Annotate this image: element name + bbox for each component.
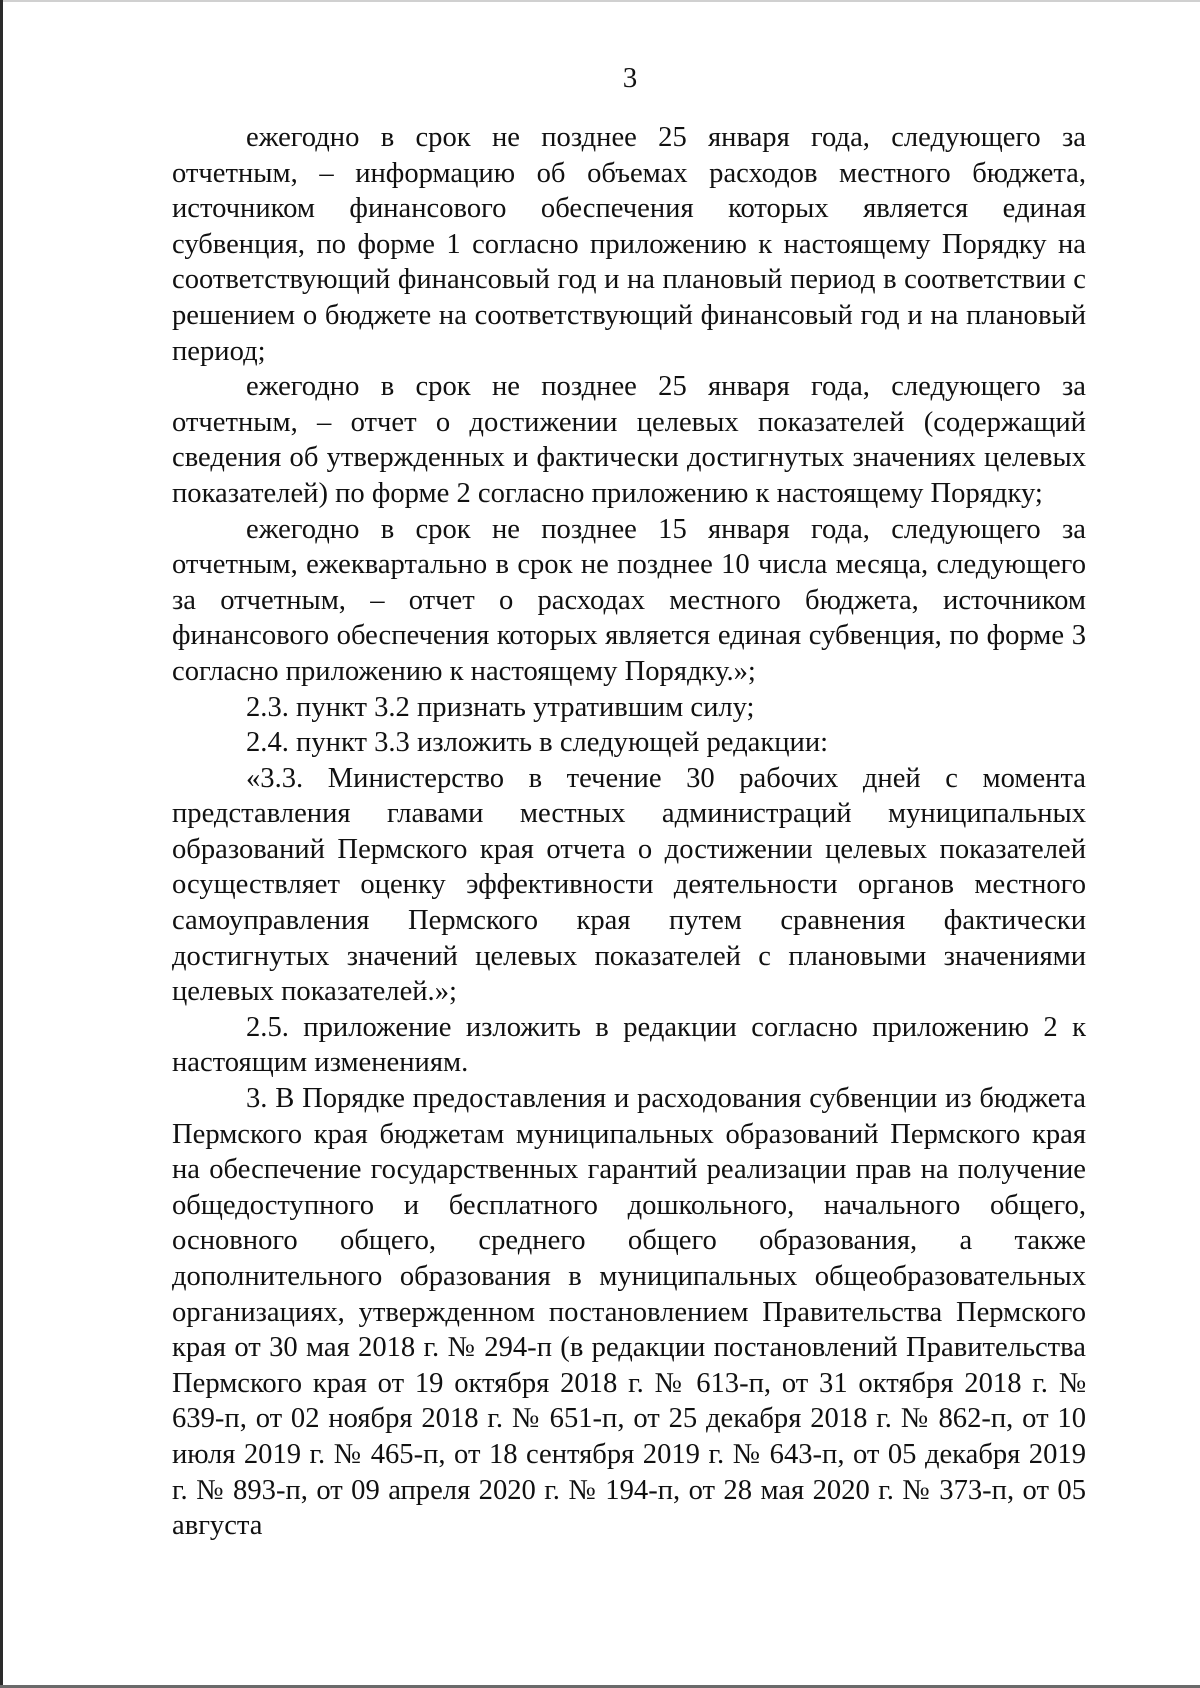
paragraph-target-report: ежегодно в срок не позднее 25 января года, следующего за отчетным, – отчет о достижении целевых показателей (содержащий сведения об утвержденных и фактически достигнутых значениях целевых показателей) по форме 2 согласно приложению к настоящему Порядку; — [172, 371, 1086, 509]
page-number: 3 — [622, 62, 638, 94]
paragraph-info-expenses: ежегодно в срок не позднее 25 января года, следующего за отчетным, – информацию об объемах расходов местного бюджета, источником финансового обеспечения которых является единая субвенция, по форме 1 согласно приложению к настоящему Порядку на соответствующий финансовый год и на плановый период в соответствии с решением о бюджете на соответствующий финансовый год и на плановый период; — [172, 122, 1086, 367]
scan-left-edge — [0, 0, 3, 1688]
paragraph-section-3: 3. В Порядке предоставления и расходования субвенции из бюджета Пермского края бюджетам муниципальных образований Пермского края на обеспечение государственных гарантий реализации прав на получение общедоступного и бесплатного дошкольного, начального общего, основного общего, среднего общего образования, а также дополнительного образования в муниципальных общеобразовательных организациях, утвержденном постановлением Правительства Пермского края от 30 мая 2018 г. № 294-п (в редакции постановлений Правительства Пермского края от 19 октября 2018 г. № 613-п, от 31 октября 2018 г. № 639-п, от 02 ноября 2018 г. № 651-п, от 25 декабря 2018 г. № 862-п, от 10 июля 2019 г. № 465-п, от 18 сентября 2019 г. № 643-п, от 05 декабря 2019 г. № 893-п, от 09 апреля 2020 г. № 194-п, от 28 мая 2020 г. № 373-п, от 05 августа — [172, 1083, 1086, 1542]
scan-top-edge — [0, 0, 1200, 2]
paragraph-item-3-3: «3.3. Министерство в течение 30 рабочих дней с момента представления главами местных администраций муниципальных образований Пермского края отчета о достижении целевых показателей осуществляет оценку эффективности деятельности органов местного самоуправления Пермского края путем сравнения фактически достигнутых значений целевых показателей с плановыми значениями целевых показателей.»; — [172, 762, 1086, 1008]
document-body — [172, 120, 1086, 1544]
paragraph-item-2-3: 2.3. пункт 3.2 признать утратившим силу; — [246, 691, 755, 723]
paragraph-expense-report: ежегодно в срок не позднее 15 января года, следующего за отчетным, ежеквартально в срок не позднее 10 числа месяца, следующего за отчетным, – отчет о расходах местного бюджета, источником финансового обеспечения которых является единая субвенция, по форме 3 согласно приложению к настоящему Порядку.»; — [172, 513, 1086, 687]
paragraph-item-2-5: 2.5. приложение изложить в редакции согласно приложению 2 к настоящим изменениям. — [172, 1011, 1086, 1079]
paragraph-item-2-4: 2.4. пункт 3.3 изложить в следующей редакции: — [246, 727, 829, 759]
